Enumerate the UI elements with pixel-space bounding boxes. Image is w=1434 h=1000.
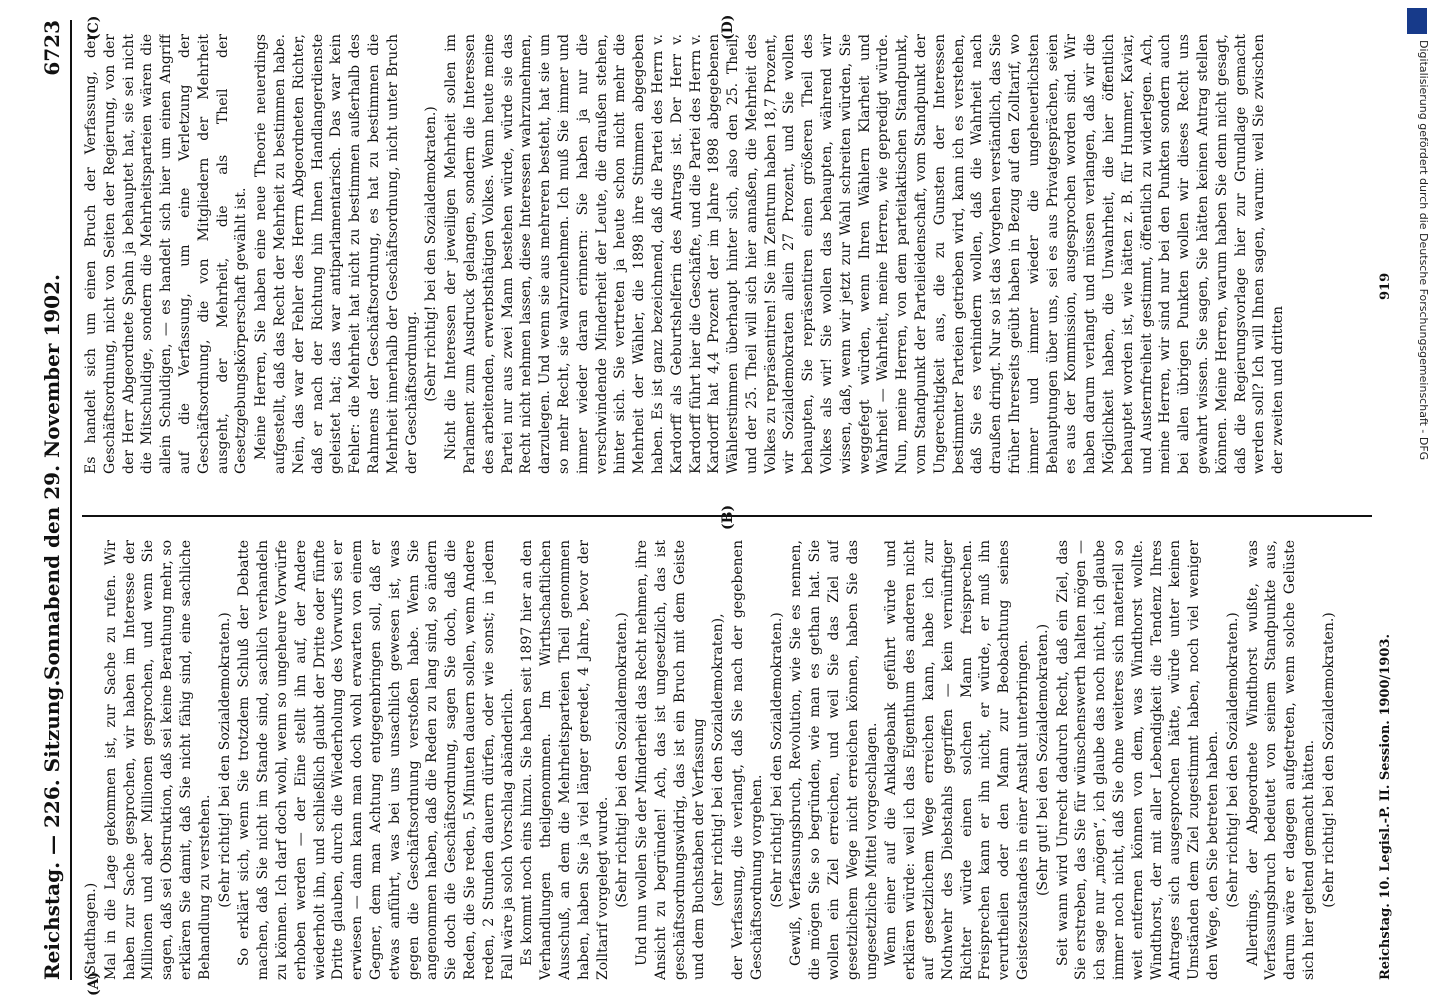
speaker-name: (Stadthagen.) (83, 882, 99, 980)
paragraph: Meine Herren, Sie haben eine neue Theorie neuerdings aufgestellt, daß das Recht der Mehrheit zu bestimmen habe. Nein, das war der Fehler des Herrn Abgeordneten Richter, daß er nach der Richtung hin Ihnen Handlangerdienste geleistet hat; das war antiparlamentarisch. Das war kein Fehler: die Mehrheit hat nicht zu bestimmen außerhalb des Rahmens der Geschäftsordnung, es hat zu bestimmen die Mehrheit innerhalb der Geschäftsordnung, nicht unter Bruch der Geschäftsordnung. (253, 34, 420, 474)
paragraph: So erklärt sich, wenn Sie trotzdem Schluß der Debatte machen, daß Sie nicht im Stande sind, sachlich verhandeln zu können. Ich darf doch wohl, wenn so ungeheure Vorwürfe erhoben werden — der Eine stellt ihn auf, der Andere wiederholt ihn, und schließlich glaubt der Dritte oder fünfte Dritte glauben, durch die Wiederholung des Vorwurfs sei er erwiesen — dann kann man doch wohl erwarten von einem Gegner, dem man Achtung entgegenbringen soll, daß er etwas anführt, was bei uns unsachlich gewesen ist, was gegen die Geschäftsordnung verstoßen habe. Wenn Sie angenommen haben, daß die Reden zu lang sind, so ändern Sie doch die Geschäftsordnung, sagen Sie doch, daß die Reden, die Sie reden, 5 Minuten dauern sollen, wenn Andere reden, 2 Stunden dauern dürfen, oder wie sonst; in jedem Fall wäre ja solch Vorschlag abänderlich. (236, 540, 516, 980)
digitization-note: Digitalisierung gefördert durch die Deutsche Forschungsgemeinschaft - DFG (1417, 40, 1430, 461)
paragraph: Wenn einer auf die Anklagebank geführt würde und erklären würde: weil ich das Eigenthum des anderen nicht auf gesetzlichem Wege erreichen kann, habe ich zur Nothwehr des Diebstahls gegriffen — kein vernünftiger Richter würde einen solchen Mann freisprechen. Freisprechen kann er ihn nicht, er würde, er muß ihn verurtheilen oder den Mann zur Beobachtung seines Geisteszustandes in einer Anstalt unterbringen. (883, 540, 1032, 980)
column-divider (82, 515, 1372, 517)
page-header (40, 20, 72, 980)
header-left: Reichstag. — 226. Sitzung. (40, 679, 64, 980)
paragraph: Seit wann wird Unrecht dadurch Recht, daß ein Ziel, das Sie erstreben, das Sie für wünschenswerth halten mögen — ich sage nur „mögen“, ich glaube das noch nicht, ich glaube immer noch nicht, daß Sie ohne weiteres sich materiell so weit entfernen können von dem, was Windthorst wollte. Windthorst, der mit aller Lebendigkeit die Tendenz Ihres Antrages sich ausgesprochen hätte, würde unter keinen Umständen dem Ziel zugestimmt haben, noch viel weniger den Wege, den Sie betreten haben. (1054, 540, 1222, 980)
paragraph: Allerdings, der Abgeordnete Windthorst wußte, was Verfassungsbruch bedeutet von seinem Standpunkte aus, darum wäre er dagegen aufgetreten, wenn solche Gelüste sich hier geltend gemacht hätten. (1244, 540, 1317, 980)
footer-page-signature: 919 (1378, 272, 1393, 300)
paragraph: der Verfassung, die verlangt, daß Sie nach der gegebenen Geschäftsordnung vorgehen. (730, 540, 765, 980)
paragraph: Und nun wollen Sie der Minderheit das Recht nehmen, ihre Ansicht zu begründen! Ach, das ist ungesetzlich, das ist geschäftsordnungswidrig, das ist ein Bruch mit dem Geiste und dem Buchstaben der Verfassung (634, 540, 707, 980)
right-column (82, 34, 1372, 474)
interjection: (Sehr richtig! bei den Sozialdemokraten.) (423, 106, 440, 402)
page-number: 6723 (40, 20, 64, 76)
interjection: (Sehr richtig! bei den Sozialdemokraten.) (768, 612, 785, 908)
dfg-logo (1407, 8, 1427, 34)
paragraph: Gewiß, Verfassungsbruch, Revolution, wie Sie es nennen, die mögen Sie so begründen, wie man es gethan hat. Sie wollen ein Ziel erreichen, und weil Sie das Ziel auf gesetzlichem Wege nicht erreichen können, haben Sie das ungesetzliche Mittel vorgeschlagen. (788, 540, 880, 980)
margin-marker-d: (D) (720, 14, 736, 40)
header-date: Sonnabend den 29. November 1902. (40, 274, 64, 680)
interjection: (Sehr richtig! bei den Sozialdemokraten.) (1224, 612, 1241, 908)
margin-marker-a: (A) (86, 971, 102, 996)
interjection: (Sehr richtig! bei den Sozialdemokraten.) (1320, 612, 1337, 908)
paragraph: Es kommt noch eins hinzu. Sie haben seit 1897 hier an den Verhandlungen theilgenommen. Im Wirthschaftlichen Ausschuß, an dem die Mehrheitsparteien Theil genommen haben, haben Sie ja viel länger geredet, 4 Jahre, bevor der Zolltarif vorgelegt wurde. (519, 540, 611, 980)
interjection: (sehr richtig! bei den Sozialdemokraten), (710, 613, 727, 907)
interjection: (Sehr richtig! bei den Sozialdemokraten.) (614, 612, 631, 908)
margin-marker-c: (C) (86, 15, 102, 40)
interjection: (Sehr richtig! bei den Sozialdemokraten.) (216, 612, 233, 908)
paragraph: Mal in die Lage gekommen ist, zur Sache zu rufen. Wir haben zur Sache gesprochen, wir haben im Interesse der Millionen und aber Millionen gesprochen, und wenn Sie sagen, daß sei Obstruktion, daß sei keine Berathung mehr, so erklären Sie damit, daß Sie nicht fähig sind, eine sachliche Behandlung zu verstehen. (102, 540, 213, 980)
footer-left: Reichstag. 10. Legisl.-P. II. Session. 1900/1903. (1378, 634, 1393, 980)
paragraph: Nicht die Interessen der jeweiligen Mehrheit sollen im Parlament zum Ausdruck gelangen, sondern die Interessen des arbeitenden, erwerbsthätigen Volkes. Wenn heute meine Partei nur aus zwei Mann bestehen würde, würde sie das Recht nicht nehmen lassen, diese Interessen wahrzunehmen, darzulegen. Und wenn sie aus mehreren besteht, hat sie um so mehr Recht, sie wahrzunehmen. Ich muß Sie immer und immer wieder daran erinnern: Sie haben ja nur die verschwindende Minderheit der Leute, die draußen stehen, hinter sich. Sie vertreten ja heute schon nicht mehr die Mehrheit der Wähler, die 1898 ihre Stimmen abgegeben haben. Es ist ganz bezeichnend, daß die Partei des Herrn v. Kardorff als Geburtshelferin des Antrags ist. Der Herr v. Kardorff führt hier die Geschäfte, und die Partei des Herrn v. Kardorff hat 4,4 Prozent der im Jahre 1898 abgegebenen Wählerstimmen überhaupt hinter sich, also den 25. Theil, und der 25. Theil will sich hier annaßen, die Mehrheit des Volkes zu repräsentiren! Sie im Zentrum haben 18,7 Prozent, wir Sozialdemokraten allein 27 Prozent, und Sie wollen behaupten, Sie repräsentiren einen größeren Theil des Volkes als wir! Sie wollen das behaupten, während wir wissen, daß, wenn wir jetzt zur Wahl schreiten würden, Sie weggefegt würden, wenn Ihren Wählern Klarheit und Wahrheit — Wahrheit, meine Herren, wie gepredigt würde. Nun, meine Herren, von dem parteitaktischen Standpunkt, vom Standpunkt der Parteileidenschaft, vom Standpunkt der Ungerechtigkeit aus, die zu Gunsten der Interessen bestimmter Parteien getrieben wird, kann ich es verstehen, daß Sie es verhindern wollen, daß die Wahrheit nach draußen dringt. Nur so ist das Vorgehen verständlich, das Sie früher Ihrerseits geübt haben in Bezug auf den Zolltarif, wo immer und immer wieder die ungeheuerlichsten Behauptungen über uns, sei es aus Privatgesprächen, seien es aus der Kommission, ausgesprochen worden sind. Wir haben darum verlangt und müssen verlangen, daß wir die Möglichkeit haben, die Unwahrheit, die hier öffentlich behauptet worden ist, wie hätten z. B. für Hummer, Kaviar, und Austernfreiheit gestimmt, öffentlich zu widerlegen. Ach, meine Herren, wir sind nur bei den Punkten sondern auch bei allen übrigen Punkten wollen wir dieses Recht uns gewahrt wissen. Sie sagen, Sie hätten keinen Antrag stellen können. Meine Herren, warum haben Sie denn nicht gesagt, daß die Regierungsvorlage hier zur Grundlage gemacht werden soll? Ich will Ihnen sagen, warum: weil Sie zwischen der zweiten und dritten (443, 34, 1287, 474)
paragraph: Es handelt sich um einen Bruch der Verfassung, der Geschäftsordnung, nicht von Seiten der Regierung, von der der Herr Abgeordnete Spahn ja behauptet hat, sie sei nicht die Mitschuldige, sondern die Mehrheitsparteien wären die allein Schuldigen, — es handelt sich hier um einen Angriff auf die Verfassung, um eine Verletzung der Geschäftsordnung, die von Mitgliedern der Mehrheit ausgeht, der Mehrheit, die als Theil der Gesetzgebungskörperschaft gewählt ist. (83, 34, 250, 474)
interjection: (Sehr gut! bei den Sozialdemokraten.) (1034, 623, 1051, 897)
margin-marker-b: (B) (720, 504, 736, 530)
left-column (82, 540, 1372, 980)
